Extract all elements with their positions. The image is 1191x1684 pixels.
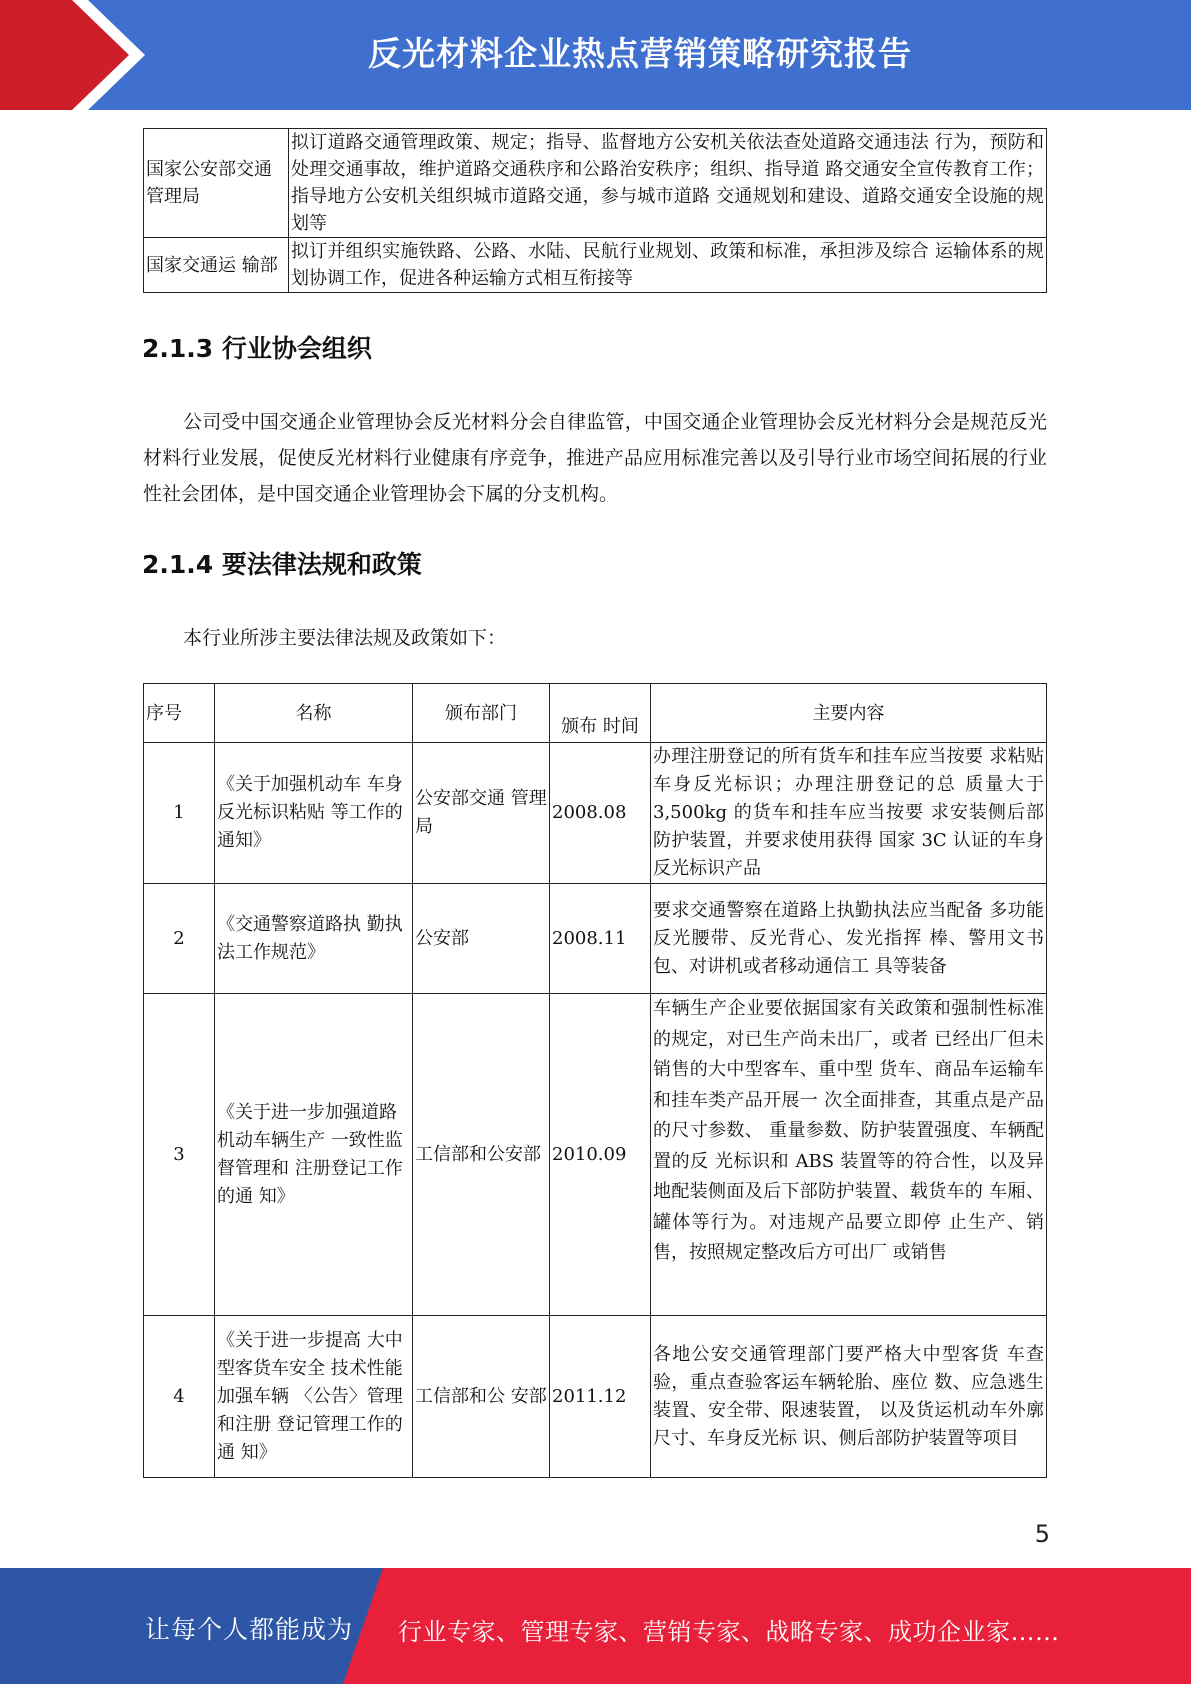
column-header-content: 主要内容 [651,684,1047,743]
laws-table [143,683,1047,1478]
row-no: 2 [144,884,215,994]
law-name: 《交通警察道路执 勤执法工作规范》 [215,884,413,994]
table-header-row [144,684,1047,743]
law-content: 要求交通警察在道路上执勤执法应当配备 多功能反光腰带、反光背心、发光指挥 棒、警用文书包、对讲机或者移动通信工 具等装备 [651,884,1047,994]
law-name: 《关于进一步提高 大中型客货车安全 技术性能加强车辆 〈公告〉管理和注册 登记管理工作的通 知》 [215,1316,413,1478]
law-dept: 工信部和公安部 [413,994,550,1316]
table-row [144,129,1047,238]
page-number: 5 [1034,1520,1050,1548]
law-date: 2010.09 [550,994,651,1316]
section-heading-214: 2.1.4 要法律法规和政策 [142,550,422,579]
column-header-no: 序号 [144,684,215,743]
agency-name: 国家交通运 输部 [144,238,289,293]
law-content: 车辆生产企业要依据国家有关政策和强制性标准的规定，对已生产尚未出厂，或者 已经出厂但未销售的大中型客车、重中型 货车、商品车运输车和挂车类产品开展一 次全面排查，其重点是产品的尺寸参数、 重量参数、防护装置强度、车辆配置的反 光标识和 ABS 装置等的符合性，以及异 地配装侧面及后下部防护装置、载货车的 车厢、罐体等行为。对违规产品要立即停 止生产、销售，按照规定整改后方可出厂 或销售 [651,994,1047,1316]
page-header [0,0,1191,110]
footer-slogan-left: 让每个人都能成为 [145,1615,354,1644]
table-row [144,994,1047,1316]
row-no: 3 [144,994,215,1316]
report-title: 反光材料企业热点营销策略研究报告 [368,34,912,73]
agencies-table [143,128,1047,293]
law-name: 《关于进一步加强道路机动车辆生产 一致性监督管理和 注册登记工作的通 知》 [215,994,413,1316]
law-name: 《关于加强机动车 车身反光标识粘贴 等工作的通知》 [215,743,413,884]
column-header-name: 名称 [215,684,413,743]
table-row [144,238,1047,293]
law-content: 各地公安交通管理部门要严格大中型客货 车查验，重点查验客运车辆轮胎、座位 数、应急逃生装置、安全带、限速装置， 以及货运机动车外廓尺寸、车身反光标 识、侧后部防护装置等项目 [651,1316,1047,1478]
row-no: 1 [144,743,215,884]
table-row [144,743,1047,884]
agency-duty: 拟订道路交通管理政策、规定；指导、监督地方公安机关依法查处道路交通违法 行为，预防和处理交通事故，维护道路交通秩序和公路治安秩序；组织、指导道 路交通安全宣传教育工作；指导地方公安机关组织城市道路交通，参与城市道路 交通规划和建设、道路交通安全设施的规划等 [289,129,1047,238]
footer-slogan-right: 行业专家、管理专家、营销专家、战略专家、成功企业家…… [398,1618,1060,1646]
agency-duty: 拟订并组织实施铁路、公路、水陆、民航行业规划、政策和标准，承担涉及综合 运输体系的规划协调工作，促进各种运输方式相互衔接等 [289,238,1047,293]
law-dept: 公安部交通 管理局 [413,743,550,884]
agency-name: 国家公安部交通管理局 [144,129,289,238]
law-dept: 公安部 [413,884,550,994]
table-row [144,884,1047,994]
column-header-dept: 颁布部门 [413,684,550,743]
law-dept: 工信部和公 安部 [413,1316,550,1478]
law-date: 2008.11 [550,884,651,994]
law-date: 2011.12 [550,1316,651,1478]
law-date: 2008.08 [550,743,651,884]
section-214-intro: 本行业所涉主要法律法规及政策如下： [183,627,507,649]
section-heading-213: 2.1.3 行业协会组织 [142,334,372,363]
header-arrow-decoration [0,0,150,110]
section-213-paragraph: 公司受中国交通企业管理协会反光材料分会自律监管，中国交通企业管理协会反光材料分会是规范反光材料行业发展，促使反光材料行业健康有序竞争，推进产品应用标准完善以及引导行业市场空间拓展的行业性社会团体，是中国交通企业管理协会下属的分支机构。 [143,411,1047,505]
column-header-date: 颁布 时间 [550,684,651,743]
row-no: 4 [144,1316,215,1478]
law-content: 办理注册登记的所有货车和挂车应当按要 求粘贴车身反光标识；办理注册登记的总 质量大于 3,500kg 的货车和挂车应当按要 求安装侧后部防护装置，并要求使用获得 国家 3C 认证的车身反光标识产品 [651,743,1047,884]
table-row [144,1316,1047,1478]
